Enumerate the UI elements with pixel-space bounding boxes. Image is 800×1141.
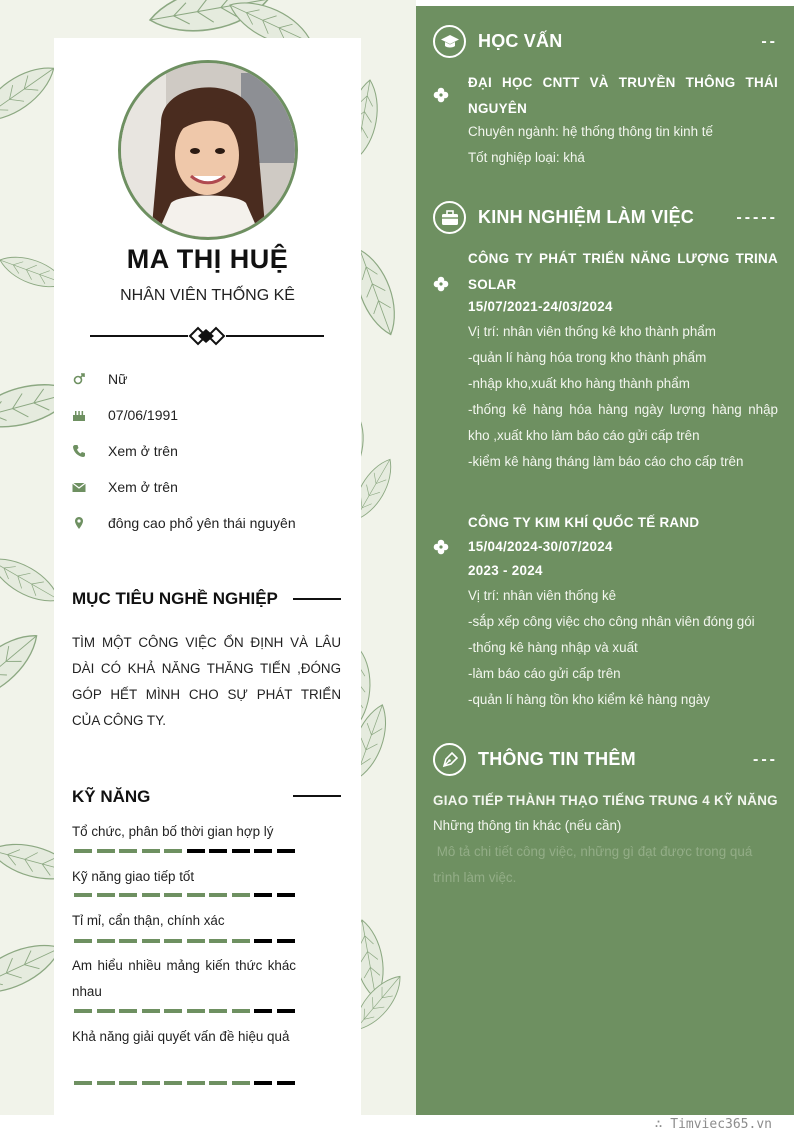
job-line: -thống kê hàng nhập và xuất xyxy=(468,640,638,655)
job-line: Vị trí: nhân viên thống kê kho thành phẩm xyxy=(468,324,716,339)
skill-segment-empty xyxy=(254,939,272,943)
skill-segment-filled xyxy=(164,1009,182,1013)
additional-headline: GIAO TIẾP THÀNH THẠO TIẾNG TRUNG 4 KỸ NĂNG xyxy=(433,793,778,808)
info-phone xyxy=(72,440,178,462)
job-line: -thống kê hàng hóa hàng ngày lượng hàng nhập kho ,xuất kho làm báo cáo gửi cấp trên xyxy=(468,402,778,443)
pen-nib-icon xyxy=(433,743,466,776)
job-line: -sắp xếp công việc cho công nhân viên đóng gói xyxy=(468,614,755,629)
birthday-value: 07/06/1991 xyxy=(108,407,179,423)
skill-segment-filled xyxy=(164,849,182,853)
job-company: CÔNG TY PHÁT TRIỂN NĂNG LƯỢNG TRINA SOLAR xyxy=(468,251,778,292)
skill-segment-filled xyxy=(142,849,160,853)
birthday-cake-icon xyxy=(72,408,86,422)
address-value: đông cao phổ yên thái nguyên xyxy=(108,515,296,531)
skill-segment-empty xyxy=(277,939,295,943)
flower-bullet-icon xyxy=(433,87,449,103)
job-period: 15/07/2021-24/03/2024 xyxy=(468,299,613,314)
additional-dash: --- xyxy=(753,751,778,768)
skill-segment-filled xyxy=(119,849,137,853)
skill-segment-filled xyxy=(74,1009,92,1013)
education-grade: Tốt nghiệp loại: khá xyxy=(468,150,585,165)
skill-level-bar xyxy=(74,1009,296,1013)
additional-header xyxy=(433,743,636,776)
skill-segment-empty xyxy=(277,849,295,853)
experience-header xyxy=(433,201,694,234)
skill-segment-filled xyxy=(232,1009,250,1013)
skill-level-bar xyxy=(74,893,296,897)
skill-segment-empty xyxy=(277,893,295,897)
skill-segment-empty xyxy=(254,1009,272,1013)
skill-segment-filled xyxy=(74,1081,92,1085)
skill-segment-filled xyxy=(164,893,182,897)
job-line: -nhập kho,xuất kho hàng thành phẩm xyxy=(468,376,690,391)
info-birthday xyxy=(72,404,178,426)
skill-segment-filled xyxy=(142,1009,160,1013)
job-line: -làm báo cáo gửi cấp trên xyxy=(468,666,621,681)
map-pin-icon xyxy=(72,516,86,530)
education-school: ĐẠI HỌC CNTT VÀ TRUYỀN THÔNG THÁI NGUYÊN xyxy=(468,75,778,116)
candidate-job-title: NHÂN VIÊN THỐNG KÊ xyxy=(120,287,295,304)
skill-segment-empty xyxy=(277,1009,295,1013)
experience-title: KINH NGHIỆM LÀM VIỆC xyxy=(478,207,695,227)
job-line: -kiểm kê hàng tháng làm báo cáo cho cấp trên xyxy=(468,454,744,469)
job-line: -quản lí hàng hóa trong kho thành phẩm xyxy=(468,350,707,365)
skill-segment-filled xyxy=(142,1081,160,1085)
skill-label: Khả năng giải quyết vấn đề hiệu quả xyxy=(72,1029,290,1044)
skills-title-rule xyxy=(293,795,341,797)
phone-value: Xem ở trên xyxy=(108,443,178,459)
skill-level-bar xyxy=(74,849,296,853)
graduation-cap-icon xyxy=(433,25,466,58)
skill-segment-filled xyxy=(187,939,205,943)
skill-segment-empty xyxy=(254,849,272,853)
objective-title-rule xyxy=(293,598,341,600)
skill-level-bar xyxy=(74,939,296,943)
briefcase-icon xyxy=(433,201,466,234)
objective-title: MỤC TIÊU NGHỀ NGHIỆP xyxy=(72,589,278,608)
skills-title: KỸ NĂNG xyxy=(72,787,151,806)
info-gender xyxy=(72,368,127,390)
skill-segment-filled xyxy=(142,939,160,943)
candidate-name: MA THỊ HUỆ xyxy=(126,244,289,274)
education-title: HỌC VẤN xyxy=(478,31,563,51)
job-company: CÔNG TY KIM KHÍ QUỐC TẾ RAND xyxy=(468,515,700,530)
skill-segment-filled xyxy=(209,1081,227,1085)
skill-segment-filled xyxy=(119,1009,137,1013)
skill-segment-filled xyxy=(97,1009,115,1013)
phone-icon xyxy=(72,444,86,458)
skill-label: Am hiểu nhiều mảng kiến thức khác nhau xyxy=(72,958,296,999)
skill-segment-filled xyxy=(97,939,115,943)
additional-placeholder: Mô tả chi tiết công việc, những gì đạt được trong quá trình làm việc. xyxy=(433,844,756,885)
skill-segment-empty xyxy=(232,849,250,853)
skill-segment-filled xyxy=(187,1009,205,1013)
education-dash: -- xyxy=(761,33,778,50)
info-address xyxy=(72,512,296,534)
additional-line: Những thông tin khác (nếu cần) xyxy=(433,818,622,833)
skill-segment-empty xyxy=(277,1081,295,1085)
skill-segment-filled xyxy=(232,893,250,897)
skill-segment-empty xyxy=(254,1081,272,1085)
skill-segment-filled xyxy=(164,1081,182,1085)
ornament-divider xyxy=(90,326,324,346)
skill-segment-filled xyxy=(232,939,250,943)
skill-label: Tổ chức, phân bố thời gian hợp lý xyxy=(72,824,274,839)
education-header xyxy=(433,25,562,58)
education-major: Chuyên ngành: hệ thống thông tin kinh tế xyxy=(468,124,713,139)
skill-label: Kỹ năng giao tiếp tốt xyxy=(72,869,195,884)
email-value: Xem ở trên xyxy=(108,479,178,495)
skill-segment-filled xyxy=(74,849,92,853)
skill-level-bar xyxy=(74,1081,296,1085)
skill-label: Tỉ mỉ, cẩn thận, chính xác xyxy=(72,913,225,928)
skill-segment-filled xyxy=(164,939,182,943)
avatar xyxy=(118,60,298,240)
skill-segment-filled xyxy=(97,849,115,853)
info-email xyxy=(72,476,178,498)
skill-segment-filled xyxy=(119,893,137,897)
job-line: -quản lí hàng tồn kho kiểm kê hàng ngày xyxy=(468,692,710,707)
skill-segment-filled xyxy=(209,893,227,897)
portrait-illustration xyxy=(121,63,295,237)
skill-segment-filled xyxy=(74,939,92,943)
experience-dash: ----- xyxy=(736,209,778,226)
skill-segment-filled xyxy=(187,1081,205,1085)
job-period: 15/04/2024-30/07/2024 xyxy=(468,539,613,554)
gender-value: Nữ xyxy=(108,371,128,387)
flower-bullet-icon xyxy=(433,539,449,555)
additional-title: THÔNG TIN THÊM xyxy=(478,749,636,769)
job-period-secondary: 2023 - 2024 xyxy=(468,563,543,578)
skill-segment-empty xyxy=(254,893,272,897)
flower-bullet-icon xyxy=(433,276,449,292)
skill-segment-filled xyxy=(97,893,115,897)
skill-segment-filled xyxy=(119,1081,137,1085)
skill-segment-filled xyxy=(232,1081,250,1085)
skill-segment-filled xyxy=(74,893,92,897)
skill-segment-filled xyxy=(97,1081,115,1085)
skill-segment-filled xyxy=(119,939,137,943)
skill-segment-empty xyxy=(209,849,227,853)
envelope-icon xyxy=(72,480,86,494)
gender-icon xyxy=(72,372,86,386)
skill-segment-filled xyxy=(187,893,205,897)
objective-text: TÌM MỘT CÔNG VIỆC ỔN ĐỊNH VÀ LÂU DÀI CÓ KHẢ NĂNG THĂNG TIẾN ,ĐÓNG GÓP HẾT MÌNH CHO SỰ PHÁT TRIỂN CỦA CÔNG TY. xyxy=(72,635,341,728)
skill-segment-filled xyxy=(209,1009,227,1013)
job-line: Vị trí: nhân viên thống kê xyxy=(468,588,617,603)
footer-brand: ∴ Timviec365.vn xyxy=(654,1117,772,1132)
skill-segment-empty xyxy=(187,849,205,853)
skill-segment-filled xyxy=(142,893,160,897)
skill-segment-filled xyxy=(209,939,227,943)
